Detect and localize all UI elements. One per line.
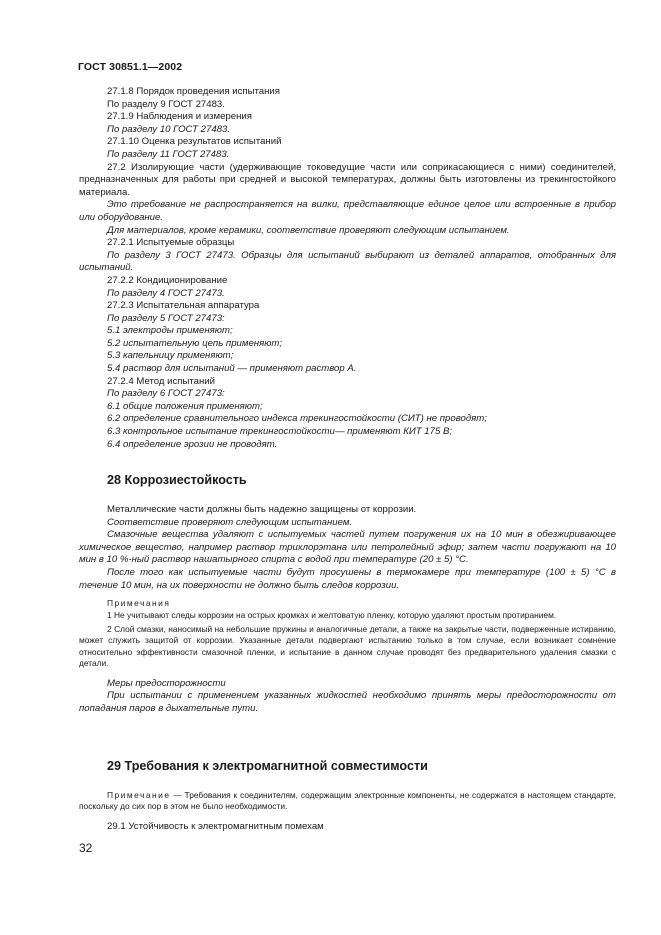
paragraph: По разделу 11 ГОСТ 27483. xyxy=(107,148,230,160)
paragraph: 27.2.4 Метод испытаний xyxy=(107,375,216,387)
paragraph: По разделу 5 ГОСТ 27473: xyxy=(107,312,225,324)
paragraph: 5.2 испытательную цепь применяют; xyxy=(107,337,283,349)
paragraph: 6.3 контрольное испытание трекингостойкости— применяют КИТ 175 В; xyxy=(107,426,453,438)
standard-header: ГОСТ 30851.1—2002 xyxy=(78,61,183,73)
notes-title: Примечания xyxy=(107,598,171,609)
paragraph: 27.2.3 Испытательная аппаратура xyxy=(107,300,260,312)
paragraph: 6.4 определение эрозии не проводят. xyxy=(107,438,278,450)
paragraph: 27.2 Изолирующие части (удерживающие токоведущие части или соприкасающиеся с ними) соединителей, предназначенных для работы при средней и высокой температурах, должны быть изготовлены из трекингостойкого материала. xyxy=(79,161,616,198)
section-28-notes xyxy=(79,598,616,669)
paragraph: Соответствие проверяют следующим испытанием. xyxy=(107,516,353,528)
paragraph: 5.3 капельницу применяют; xyxy=(107,350,234,362)
section-29-note xyxy=(79,790,616,813)
paragraph: 27.2.2 Кондиционирование xyxy=(107,274,228,286)
paragraph: Смазочные вещества удаляют с испытуемых частей путем погружения их на 10 мин в обезжиривающее химическое вещество, например раствор трихлорэтана или петролейный эфир; затем части погружают на 10 мин в 10 %-ный раствор нашатырного спирта с водой при температуре (20 ± 5) °C. xyxy=(79,529,616,566)
paragraph: Для материалов, кроме керамики, соответствие проверяют следующим испытанием. xyxy=(107,224,510,236)
paragraph: 6.1 общие положения применяют; xyxy=(107,400,263,412)
paragraph: По разделу 9 ГОСТ 27483. xyxy=(107,98,225,110)
section-29 xyxy=(79,758,616,833)
note-2: 2 Слой смазки, наносимый на небольшие пружины и аналогичные детали, а также на закрытые части, подверженные истиранию, может служить защитой от коррозии. Указанные детали подвергают испытанию только в том случае, если возникает сомнение относительно эффективности смазочной пленки, и испытание в данном случае проводят без предварительного удаления смазки с детали. xyxy=(79,623,616,669)
paragraph: Металлические части должны быть надежно защищены от коррозии. xyxy=(107,504,417,515)
paragraph: 27.1.8 Порядок проведения испытания xyxy=(107,86,280,97)
note-1: 1 Не учитывают следы коррозии на острых кромках и желтоватую пленку, которую удаляют простым протиранием. xyxy=(107,609,557,620)
paragraph: По разделу 10 ГОСТ 27483. xyxy=(107,123,231,135)
section-29-note-label: Примечание xyxy=(107,790,171,800)
section-28-body xyxy=(79,504,616,592)
section-27-body xyxy=(79,86,616,451)
paragraph: После того как испытуемые части будут просушены в термокамере при температуре (100 ± 5) °C в течение 10 мин, на их поверхности не должно быть следов коррозии. xyxy=(79,566,616,591)
paragraph: Это требование не распространяется на вилки, представляющие единое целое или встроенные в прибор или оборудование. xyxy=(79,199,616,223)
paragraph: 6.2 определение сравнительного индекса трекингостойкости (СИТ) не проводят; xyxy=(107,413,487,425)
paragraph: 5.4 раствор для испытаний — применяют раствор А. xyxy=(107,363,357,375)
precautions-text: При испытании с применением указанных жидкостей необходимо принять меры предосторожности от попадания паров в дыхательные пути. xyxy=(79,690,616,714)
page-number: 32 xyxy=(79,841,93,855)
paragraph: 27.2.1 Испытуемые образцы xyxy=(107,237,235,249)
section-29-1: 29.1 Устойчивость к электромагнитным помехам xyxy=(107,820,324,832)
paragraph: 27.1.10 Оценка результатов испытаний xyxy=(107,136,282,148)
section-28-heading: 28 Коррозиестойкость xyxy=(107,473,247,487)
section-29-heading: 29 Требования к электромагнитной совместимости xyxy=(107,759,428,773)
section-29-note-text: — Требования к соединителям, содержащим электронные компоненты, не содержатся в настоящем стандарте, поскольку до сих пор в этом не было необходимости. xyxy=(79,790,616,812)
precautions-title: Меры предосторожности xyxy=(107,677,226,689)
paragraph: 5.1 электроды применяют; xyxy=(107,325,233,337)
paragraph: По разделу 4 ГОСТ 27473. xyxy=(107,287,225,299)
paragraph: По разделу 3 ГОСТ 27473. Образцы для испытаний выбирают из деталей аппаратов, отобранных для испытаний. xyxy=(79,249,616,274)
paragraph: 27.1.9 Наблюдения и измерения xyxy=(107,111,252,123)
paragraph: По разделу 6 ГОСТ 27473: xyxy=(107,388,225,400)
section-28 xyxy=(79,472,616,715)
